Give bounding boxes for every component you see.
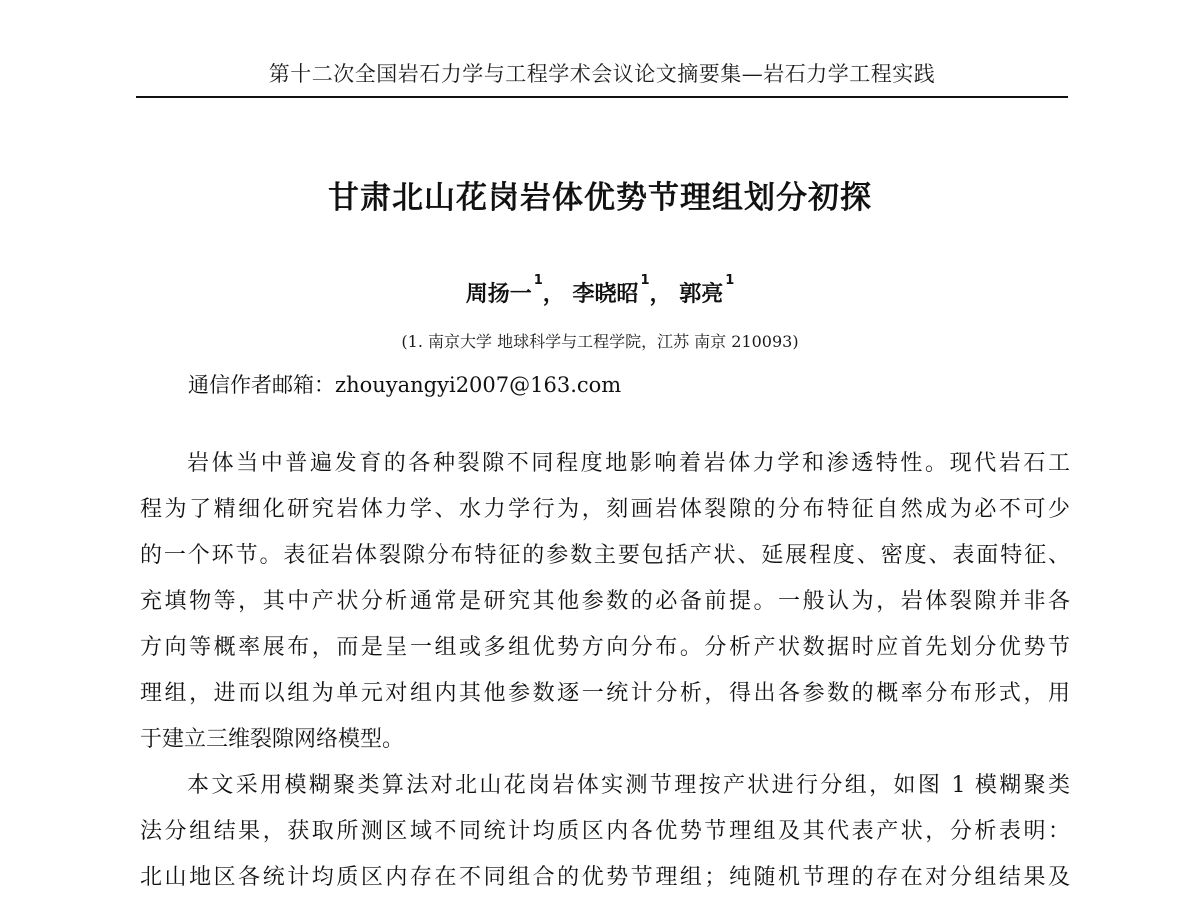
author-name: 周扬一 <box>465 282 532 307</box>
author-separator: ， <box>649 282 672 307</box>
author-list <box>0 273 1200 308</box>
paragraph-line: 于建立三维裂隙网络模型。 <box>140 727 405 752</box>
running-header: 第十二次全国岩石力学与工程学术会议论文摘要集—岩石力学工程实践 <box>268 62 936 86</box>
paragraph-line: 岩体当中普遍发育的各种裂隙不同程度地影响着岩体力学和渗透特性。现代岩石工 <box>187 451 1070 476</box>
author-affiliation-mark: 1 <box>533 273 543 288</box>
paragraph-line: 程为了精细化研究岩体力学、水力学行为，刻画岩体裂隙的分布特征自然成为必不可少 <box>140 497 1070 522</box>
paragraph-line: 方向等概率展布，而是呈一组或多组优势方向分布。分析产状数据时应首先划分优势节 <box>140 635 1070 660</box>
paragraph-line: 法分组结果，获取所测区域不同统计均质区内各优势节理组及其代表产状，分析表明： <box>140 819 1070 844</box>
paragraph-line: 理组，进而以组为单元对组内其他参数逐一统计分析，得出各参数的概率分布形式，用 <box>140 681 1070 706</box>
paragraph-line: 本文采用模糊聚类算法对北山花岗岩体实测节理按产状进行分组，如图 1 模糊聚类 <box>187 773 1070 798</box>
header-rule <box>136 96 1068 98</box>
affiliation: (1. 南京大学 地球科学与工程学院，江苏 南京 210093) <box>401 332 799 351</box>
paragraph-line: 北山地区各统计均质区内存在不同组合的优势节理组；纯随机节理的存在对分组结果及 <box>140 865 1070 890</box>
author-separator: ， <box>542 282 565 307</box>
email-address: zhouyangyi2007@163.com <box>335 373 622 397</box>
author-affiliation-mark: 1 <box>725 273 735 288</box>
email-label: 通信作者邮箱： <box>188 373 335 397</box>
paragraph-line: 充填物等，其中产状分析通常是研究其他参数的必备前提。一般认为，岩体裂隙并非各 <box>140 589 1070 614</box>
paper-title: 甘肃北山花岗岩体优势节理组划分初探 <box>328 180 872 216</box>
paragraph-line: 的一个环节。表征岩体裂隙分布特征的参数主要包括产状、延展程度、密度、表面特征、 <box>140 543 1070 568</box>
abstract-body <box>140 446 1070 906</box>
author-name: 李晓昭 <box>572 282 639 307</box>
author-name: 郭亮 <box>679 282 724 307</box>
author-affiliation-mark: 1 <box>640 273 650 288</box>
corresponding-email <box>188 369 621 399</box>
